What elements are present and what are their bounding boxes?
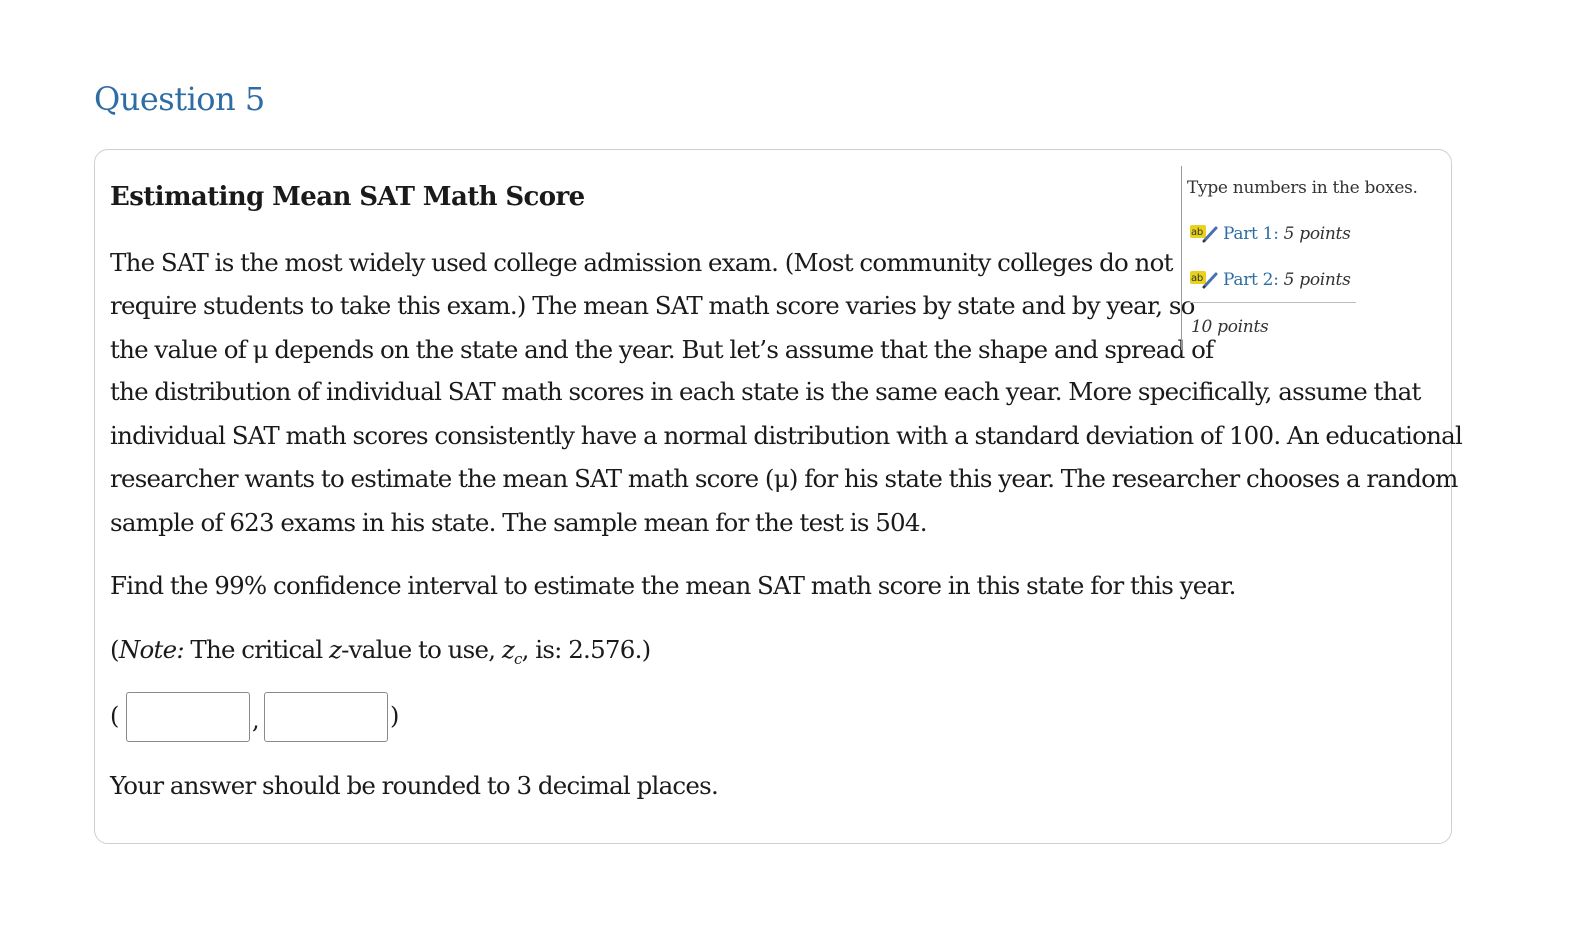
total-points: 10 points	[1191, 317, 1269, 337]
part-points: 5 points	[1283, 224, 1351, 244]
paragraph-line: require students to take this exam.) The mean SAT math score varies by state and by year, so	[110, 291, 1195, 320]
paragraph-line: researcher wants to estimate the mean SAT math score (μ) for his state this year. The researcher chooses a random	[110, 464, 1458, 493]
fill-in-blank-icon	[1190, 223, 1218, 245]
question-heading: Question 5	[94, 80, 265, 118]
critical-value-note: (Note: The critical z-value to use, $z_c$, is: 2.576.)	[110, 635, 651, 668]
part-points: 5 points	[1283, 270, 1351, 290]
lower-bound-input[interactable]	[126, 692, 250, 742]
rounding-hint: Your answer should be rounded to 3 decimal places.	[110, 771, 719, 800]
part-label: Part 1:	[1223, 224, 1279, 244]
paragraph-line: the distribution of individual SAT math scores in each state is the same each year. More specifically, assume that	[110, 377, 1421, 406]
paragraph-line: sample of 623 exams in his state. The sample mean for the test is 504.	[110, 508, 927, 537]
question-prompt: Find the 99% confidence interval to estimate the mean SAT math score in this state for this year.	[110, 571, 1236, 600]
part-1-link[interactable]	[1190, 223, 1351, 245]
fill-in-blank-icon	[1190, 269, 1218, 291]
part-label: Part 2:	[1223, 270, 1279, 290]
svg-text:ab: ab	[1191, 227, 1203, 238]
scoring-panel	[1181, 166, 1432, 350]
open-paren: (	[110, 702, 120, 730]
interval-separator: ,	[252, 706, 260, 734]
paragraph-line: The SAT is the most widely used college admission exam. (Most community colleges do not	[110, 248, 1173, 277]
close-paren: )	[390, 702, 400, 730]
paragraph-line: the value of μ depends on the state and the year. But let’s assume that the shape and spread of	[110, 335, 1214, 364]
part-2-link[interactable]	[1190, 269, 1351, 291]
upper-bound-input[interactable]	[264, 692, 388, 742]
question-title: Estimating Mean SAT Math Score	[110, 182, 585, 212]
svg-text:ab: ab	[1191, 273, 1203, 284]
panel-instruction: Type numbers in the boxes.	[1187, 178, 1418, 198]
paragraph-line: individual SAT math scores consistently have a normal distribution with a standard deviation of 100. An educational	[110, 421, 1463, 450]
panel-divider	[1187, 302, 1356, 303]
